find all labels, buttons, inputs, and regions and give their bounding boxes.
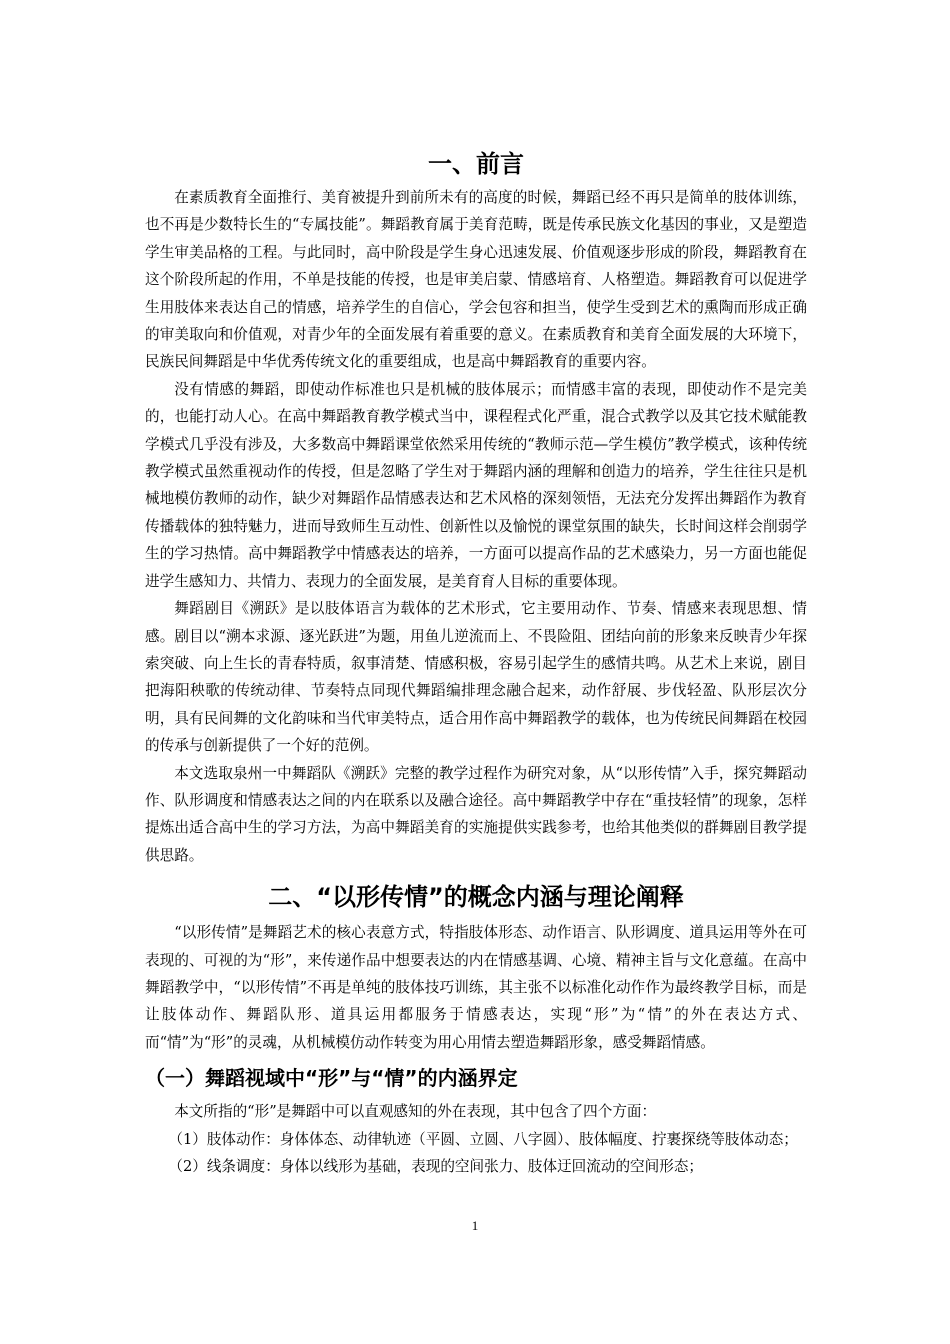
list-item: （2）线条调度：身体以线形为基础，表现的空间张力、肢体迂回流动的空间形态； — [168, 1158, 704, 1175]
list-item: （1）肢体动作：身体体态、动律轨迹（平圆、立圆、八字圆）、肢体幅度、拧裹探绕等肢体动态； — [168, 1130, 798, 1148]
section-1-paragraph: 没有情感的舞蹈，即使动作标准也只是机械的肢体展示；而情感丰富的表现，即使动作不是完美的，也能打动人心。在高中舞蹈教育教学模式当中，课程程式化严重，混合式教学以及其它技术赋能教学模式几乎没有涉及，大多数高中舞蹈课堂依然采用传统的“教师示范—学生模仿”教学模式，该种传统教学模式虽然重视动作的传授，但是忽略了学生对于舞蹈内涵的理解和创造力的培养，学生往往只是机械地模仿教师的动作，缺少对舞蹈作品情感表达和艺术风格的深刻领悟，无法充分发挥出舞蹈作为教育传播载体的独特魅力，进而导致师生互动性、创新性以及愉悦的课堂氛围的缺失，长时间这样会削弱学生的学习热情。高中舞蹈教学中情感表达的培养，一方面可以提高作品的艺术感染力，另一方面也能促进学生感知力、共情力、表现力的全面发展，是美育育人目标的重要体现。 — [145, 380, 807, 590]
section-1-paragraph: 本文选取泉州一中舞蹈队《溯跃》完整的教学过程作为研究对象，从“以形传情”入手，探究舞蹈动作、队形调度和情感表达之间的内在联系以及融合途径。高中舞蹈教学中存在“重技轻情”的现象，怎样提炼出适合高中生的学习方法，为高中舞蹈美育的实施提供实践参考，也给其他类似的群舞剧目教学提供思路。 — [145, 764, 807, 864]
subsection-1-intro: 本文所指的“形”是舞蹈中可以直观感知的外在表现，其中包含了四个方面： — [174, 1103, 657, 1121]
section-1-paragraph: 舞蹈剧目《溯跃》是以肢体语言为载体的艺术形式，它主要用动作、节奏、情感来表现思想、情感。剧目以“溯本求源、逐光跃进”为题，用鱼儿逆流而上、不畏险阻、团结向前的形象来反映青少年探索突破、向上生长的青春特质，叙事清楚、情感积极，容易引起学生的感情共鸣。从艺术上来说，剧目把海阳秧歌的传统动律、节奏特点同现代舞蹈编排理念融合起来，动作舒展、步伐轻盈、队形层次分明，具有民间舞的文化韵味和当代审美特点，适合用作高中舞蹈教学的载体，也为传统民间舞蹈在校园的传承与创新提供了一个好的范例。 — [145, 600, 807, 755]
section-1-paragraph: 在素质教育全面推行、美育被提升到前所未有的高度的时候，舞蹈已经不再只是简单的肢体训练，也不再是少数特长生的“专属技能”。舞蹈教育属于美育范畴，既是传承民族文化基因的事业，又是塑造学生审美品格的工程。与此同时，高中阶段是学生身心迅速发展、价值观逐步形成的阶段，舞蹈教育在这个阶段所起的作用，不单是技能的传授，也是审美启蒙、情感培育、人格塑造。舞蹈教育可以促进学生用肢体来表达自己的情感，培养学生的自信心，学会包容和担当，使学生受到艺术的熏陶而形成正确的审美取向和价值观，对青少年的全面发展有着重要的意义。在素质教育和美育全面发展的大环境下，民族民间舞蹈是中华优秀传统文化的重要组成，也是高中舞蹈教育的重要内容。 — [145, 189, 807, 371]
section-1-title: 一、前言 — [428, 150, 524, 178]
page-number: 1 — [471, 1218, 479, 1233]
section-2-title: 二、“以形传情”的概念内涵与理论阐释 — [268, 883, 684, 912]
section-2-paragraph: “以形传情”是舞蹈艺术的核心表意方式，特指肢体形态、动作语言、队形调度、道具运用等外在可表现的、可视的为“形”，来传递作品中想要表达的内在情感基调、心境、精神主旨与文化意蕴。在高中舞蹈教学中，“以形传情”不再是单纯的肢体技巧训练，其主张不以标准化动作作为最终教学目标，而是让肢体动作、舞蹈队形、道具运用都服务于情感表达，实现“形”为“情”的外在表达方式、而“情”为“形”的灵魂，从机械模仿动作转变为用心用情去塑造舞蹈形象，感受舞蹈情感。 — [145, 924, 807, 1051]
page-content — [145, 146, 807, 1180]
subsection-1-title: （一）舞蹈视域中“形”与“情”的内涵界定 — [145, 1066, 518, 1091]
